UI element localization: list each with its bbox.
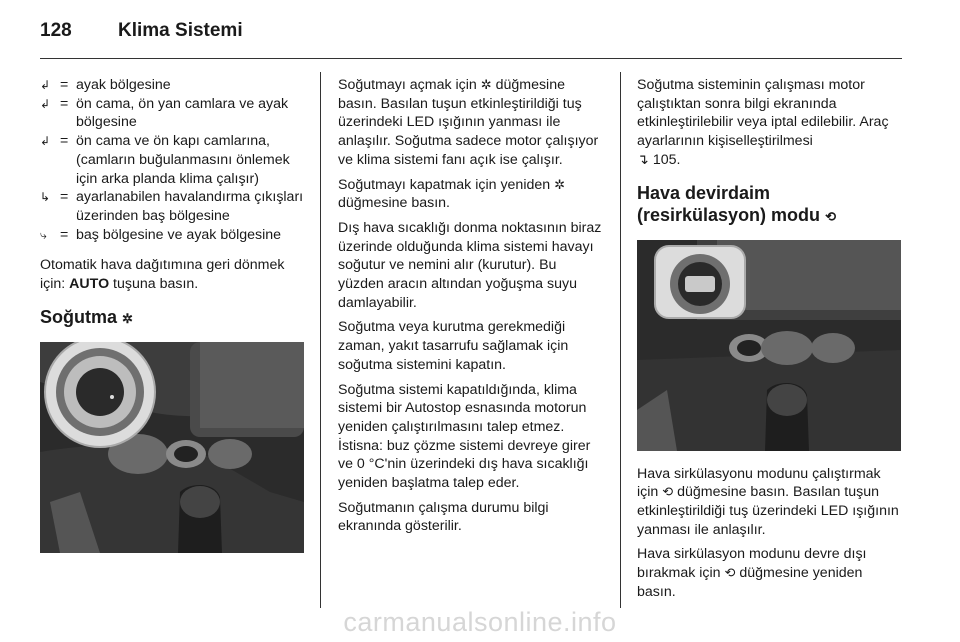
recirculation-icon: ⟲ [724, 565, 736, 581]
recirc-off-paragraph: Hava sirkülasyon modunu devre dışı bırakmak için ⟲ düğmesine yeniden basın. [637, 546, 867, 600]
page-title: Klima Sistemi [118, 20, 243, 41]
recirc-on-paragraph: Hava sirkülasyonu modunu çalıştırmak için ⟲ düğmesine basın. Basılan tuşun etkinleştirildiği tuş üzerindeki LED ışığının yanması ile anlaşılır. [637, 465, 899, 538]
column-3 [637, 76, 902, 607]
auto-label: AUTO [69, 276, 110, 293]
column-2 [338, 76, 604, 542]
snowflake-icon: ✲ [122, 310, 133, 326]
adjustable-vent-icon: ↳ [40, 190, 51, 205]
cooling-off-paragraph: Soğutmayı kapatmak için yeniden ✲ düğmesine basın. [338, 176, 565, 212]
recirculation-button-photo [637, 240, 901, 451]
autostop-paragraph: Soğutma sistemi kapatıldığında, klima sistemi bir Autostop esnasında motorun yeniden çalıştırılmasını talep etmez. İstisna: buz çözme sistemi devreye girer ve 0 °C'nin üzerindeki dış hava sıcaklığı yeniden başlatma talep eder. [338, 381, 591, 492]
mode-row-foot: ↲ = ayak bölgesine [40, 77, 171, 93]
mode-row-windshield-door: ↲ = ön cama ve ön kapı camlarına, (camların buğulanmasını önlemek için arka planda klima çalışır) [40, 133, 290, 187]
page-number: 128 [40, 20, 72, 41]
auto-paragraph: Otomatik hava dağıtımına geri dönmek için: AUTO tuşuna basın. [40, 257, 285, 293]
windshield-foot-icon: ↲ [40, 96, 51, 111]
snowflake-icon: ✲ [480, 77, 492, 92]
mode-row-adjustable-vent: ↳ = ayarlanabilen havalandırma çıkışları üzerinden baş bölgesine [40, 189, 304, 224]
condensation-paragraph: Dış hava sıcaklığı donma noktasının biraz üzerinde olduğunda klima sistemi havayı soğutur ve nemini alır (kurutur). Bu yüzden aracın altından yoğuşma suyu damlayabilir. [338, 219, 602, 311]
head-foot-vent-icon: ⤷ [40, 227, 47, 242]
snowflake-icon: ✲ [554, 176, 565, 192]
windshield-door-icon: ↲ [40, 134, 51, 149]
column-1 [40, 76, 305, 553]
heading-recirculation: Hava devirdaim (resirkülasyon) modu ⟲ [637, 182, 836, 225]
page-ref-icon: ↴ [637, 151, 649, 168]
mode-row-head-foot: ⤷ = baş bölgesine ve ayak bölgesine [40, 226, 282, 243]
status-paragraph: Soğutmanın çalışma durumu bilgi ekranında gösterilir. [338, 499, 549, 535]
cooling-on-paragraph: Soğutmayı açmak için ✲ düğmesine basın. Basılan tuşun etkinleştirildiği tuş üzerindeki LED ışığının yanması ile anlaşılır. Soğutma sadece motor çalışıyor ve klima sistemi fanı açık ise çalışır. [338, 77, 599, 168]
column-divider-1 [320, 72, 321, 608]
recirculation-icon: ⟲ [662, 484, 674, 500]
cooling-button-photo [40, 342, 304, 553]
recirculation-icon: ⟲ [825, 208, 836, 224]
heading-cooling: Soğutma ✲ [40, 306, 133, 327]
mode-row-windshield-foot: ↲ = ön cama, ön yan camlara ve ayak bölgesine [40, 95, 289, 131]
column-divider-2 [620, 72, 621, 608]
foot-vent-icon: ↲ [40, 78, 51, 92]
settings-paragraph: Soğutma sisteminin çalışması motor çalıştıktan sonra bilgi ekranında etkinleştirilebilir veya iptal edilebilir. Araç ayarlarının kişiselleştirilmesi ↴ 105. [637, 77, 889, 168]
fuel-saving-paragraph: Soğutma veya kurutma gerekmediği zaman, yakıt tasarrufu sağlamak için soğutma sistemini kapatın. [338, 319, 569, 373]
watermark: carmanualsonline.info [343, 607, 617, 637]
header-rule [40, 58, 902, 59]
